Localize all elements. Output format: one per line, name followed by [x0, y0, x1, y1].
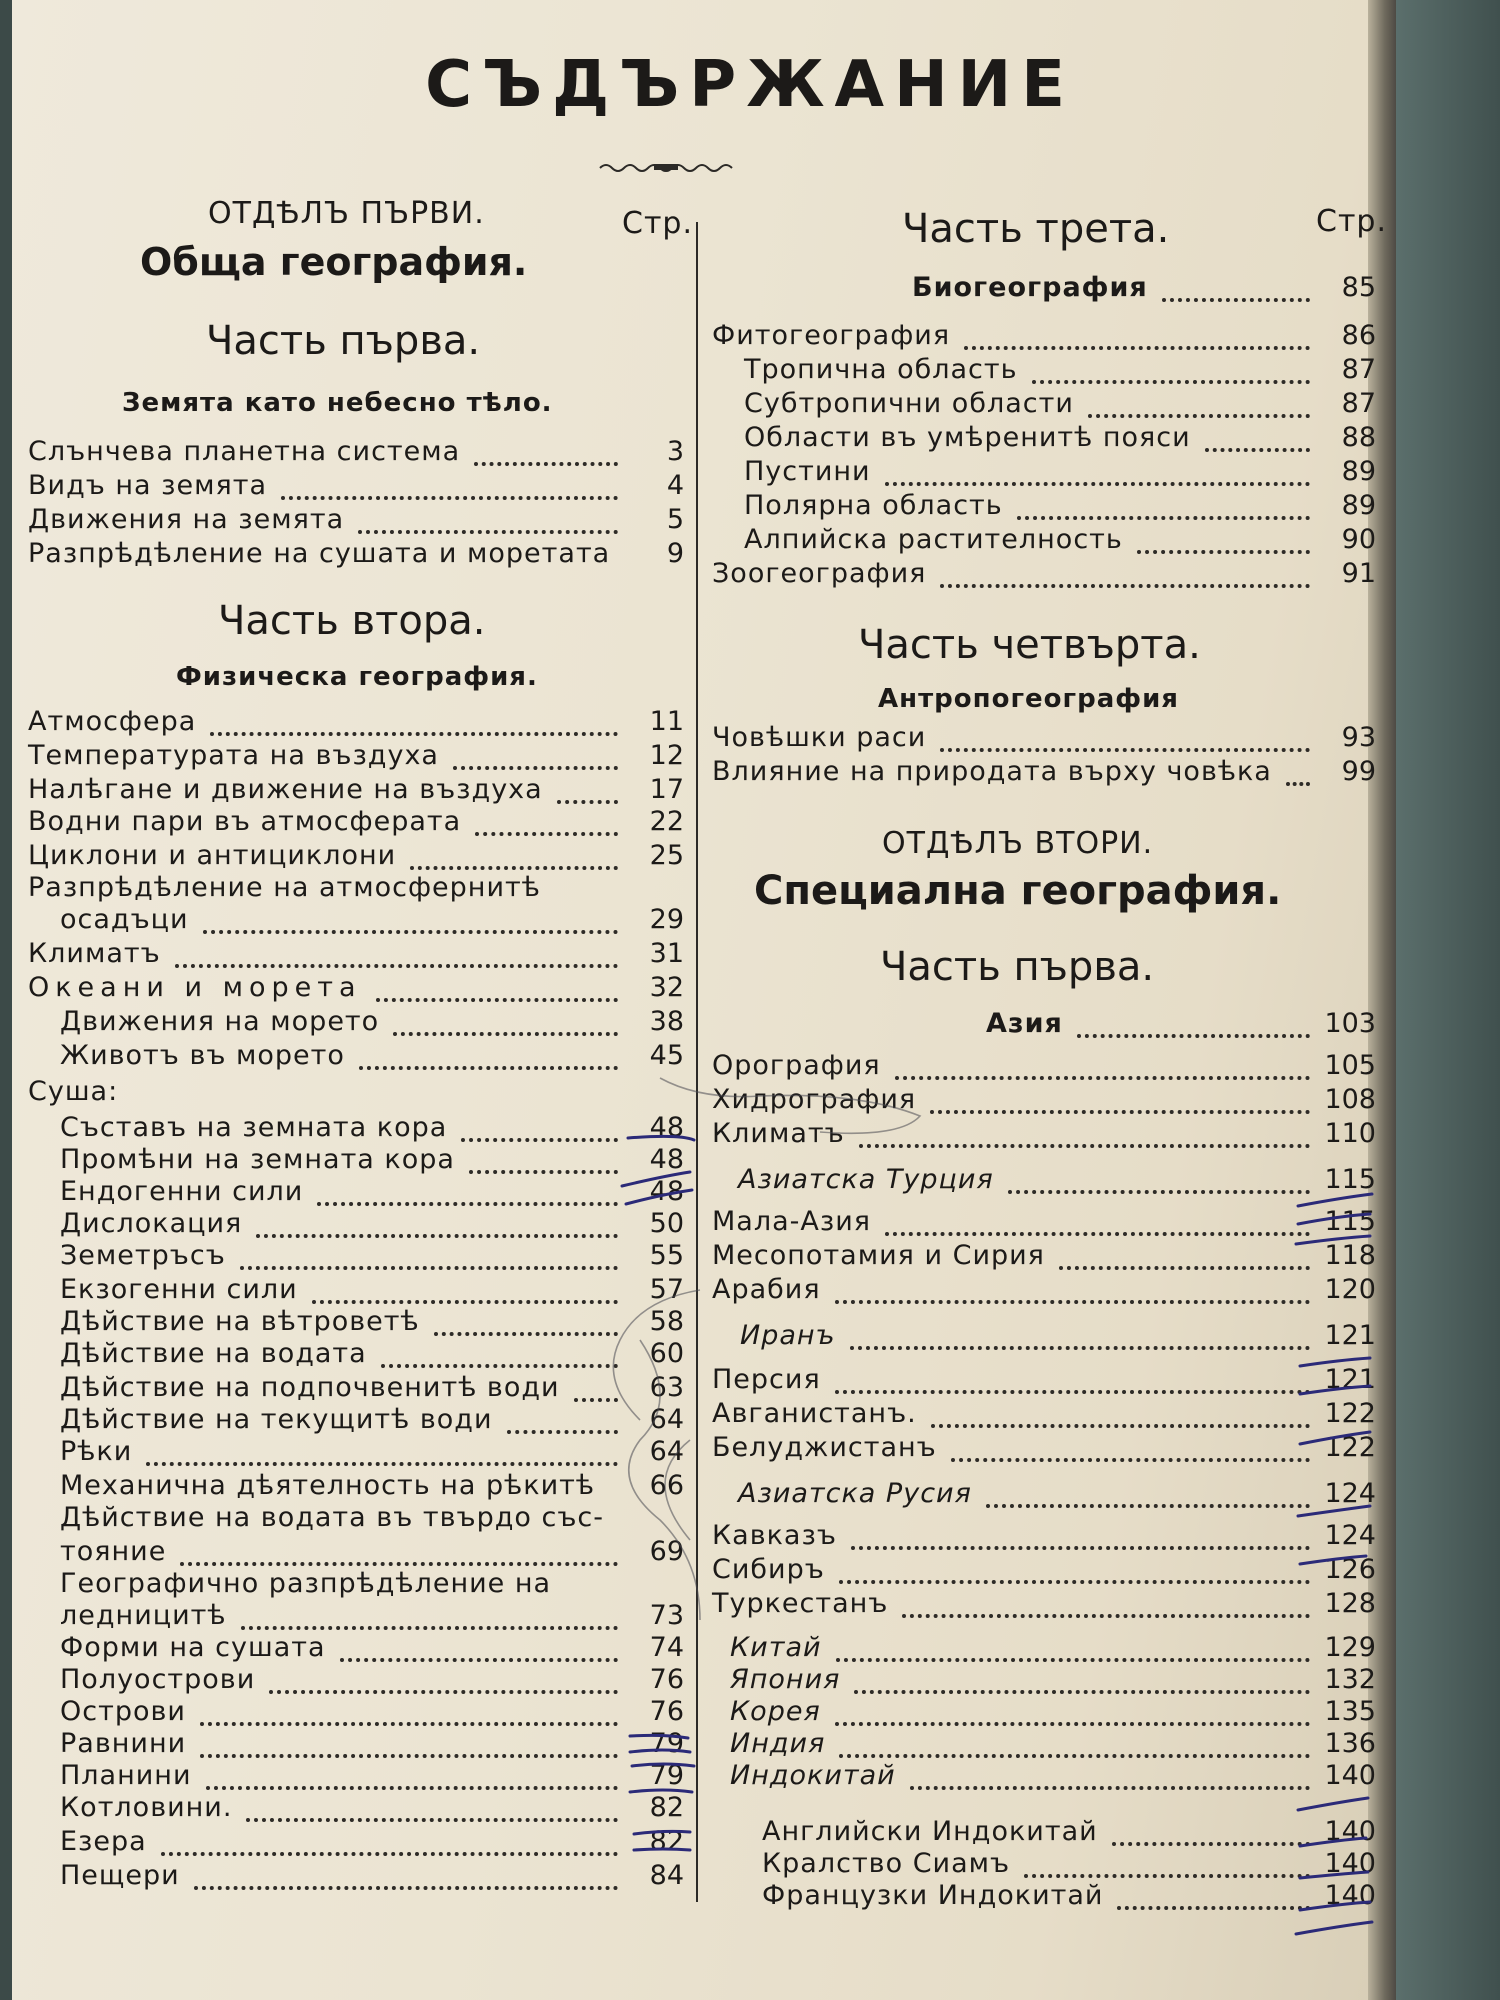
toc-entry-page: 82 — [649, 1826, 684, 1857]
toc-entry-page: 85 — [1341, 272, 1376, 303]
toc-entry-page: 84 — [649, 1860, 684, 1891]
toc-entry-page: 50 — [649, 1208, 684, 1239]
toc-entry-page: 122 — [1324, 1398, 1376, 1429]
toc-entry-page: 86 — [1341, 320, 1376, 351]
toc-entry-title: Видъ на земята — [28, 470, 268, 501]
right-part1-heading: Часть първа. — [880, 944, 1155, 990]
toc-entry-title: Азиатска Русия — [738, 1478, 972, 1509]
toc-entry-title: Атмосфера — [28, 706, 197, 737]
toc-entry-page: 76 — [649, 1664, 684, 1695]
toc-entry-page: 87 — [1341, 388, 1376, 419]
toc-entry-title: Животъ въ морето — [60, 1040, 345, 1071]
toc-entry-title: Французки Индокитай — [762, 1880, 1104, 1911]
toc-entry-title: Английски Индокитай — [762, 1816, 1098, 1847]
toc-entry-page: 140 — [1324, 1760, 1376, 1791]
toc-entry-page: 103 — [1324, 1008, 1376, 1039]
toc-entry-title: Иранъ — [740, 1320, 836, 1351]
toc-entry-title: Дислокация — [60, 1208, 243, 1239]
toc-entry-title: Субтропични области — [744, 388, 1074, 419]
toc-entry-page: 87 — [1341, 354, 1376, 385]
right-otdel-title: Специална география. — [754, 868, 1282, 914]
toc-entry-title: тояние — [60, 1536, 167, 1567]
toc-entry-title: Екзогенни сили — [60, 1274, 298, 1305]
left-otdel-heading: ОТДѢЛЪ ПЪРВИ. — [208, 196, 485, 231]
toc-entry-title: Налѣгане и движение на въздуха — [28, 774, 543, 805]
toc-entry-page: 124 — [1324, 1520, 1376, 1551]
toc-entry-title: Полуострови — [60, 1664, 256, 1695]
toc-entry-page: 5 — [666, 504, 684, 535]
toc-entry-page: 3 — [666, 436, 684, 467]
toc-entry-page: 93 — [1341, 722, 1376, 753]
toc-entry-page: 122 — [1324, 1432, 1376, 1463]
toc-entry-title: Месопотамия и Сирия — [712, 1240, 1045, 1271]
toc-entry-title: Ендогенни сили — [60, 1176, 304, 1207]
toc-entry-title: Човѣшки раси — [712, 722, 927, 753]
toc-entry-page: 90 — [1341, 524, 1376, 555]
toc-entry-page: 79 — [649, 1760, 684, 1791]
toc-entry-page: 110 — [1324, 1118, 1376, 1149]
toc-entry-title: Япония — [730, 1664, 841, 1695]
toc-entry-page: 79 — [649, 1728, 684, 1759]
toc-entry-title: Климатъ — [28, 938, 161, 969]
toc-entry-page: 17 — [649, 774, 684, 805]
toc-entry-title: ледницитѣ — [60, 1600, 227, 1631]
toc-entry-title: Промѣни на земната кора — [60, 1144, 455, 1175]
toc-entry-page: 82 — [649, 1792, 684, 1823]
toc-entry-title: Суша: — [28, 1076, 119, 1107]
toc-entry-title: Китай — [730, 1632, 822, 1663]
toc-entry-page: 121 — [1324, 1364, 1376, 1395]
toc-entry-page: 38 — [649, 1006, 684, 1037]
toc-entry-page: 128 — [1324, 1588, 1376, 1619]
toc-entry-page: 76 — [649, 1696, 684, 1727]
toc-entry-title: Съставъ на земната кора — [60, 1112, 448, 1143]
toc-entry-page: 9 — [666, 538, 684, 569]
toc-entry-page: 89 — [1341, 490, 1376, 521]
toc-entry-title: Форми на сушата — [60, 1632, 326, 1663]
toc-entry-page: 22 — [649, 806, 684, 837]
toc-entry-page: 64 — [649, 1436, 684, 1467]
toc-entry-title: Фитогеография — [712, 320, 951, 351]
toc-entry-page: 32 — [649, 972, 684, 1003]
toc-entry-title: Пещери — [60, 1860, 180, 1891]
toc-entry-page: 88 — [1341, 422, 1376, 453]
toc-entry-page: 105 — [1324, 1050, 1376, 1081]
toc-entry-title: Котловини. — [60, 1792, 233, 1823]
left-part1-heading: Часть първа. — [206, 318, 481, 364]
toc-entry-page: 108 — [1324, 1084, 1376, 1115]
toc-entry-page: 69 — [649, 1536, 684, 1567]
toc-entry-page: 12 — [649, 740, 684, 771]
toc-entry-page: 73 — [649, 1600, 684, 1631]
toc-entry-title: осадъци — [60, 904, 189, 935]
toc-entry-page: 132 — [1324, 1664, 1376, 1695]
toc-entry-page: 4 — [666, 470, 684, 501]
toc-entry-title: Дѣйствие на подпочвенитѣ води — [60, 1372, 560, 1403]
toc-entry-title: Слънчева планетна система — [28, 436, 461, 467]
toc-entry-title: Алпийска растителность — [744, 524, 1123, 555]
left-page-column-label: Стр. — [622, 206, 694, 241]
toc-entry-title: Корея — [730, 1696, 821, 1727]
toc-entry-title: Движения на морето — [60, 1006, 380, 1037]
toc-entry-page: 11 — [649, 706, 684, 737]
toc-entry-title: Индокитай — [730, 1760, 896, 1791]
toc-entry-page: 63 — [649, 1372, 684, 1403]
toc-entry-page: 124 — [1324, 1478, 1376, 1509]
toc-entry-title: Движения на земята — [28, 504, 345, 535]
toc-entry-title: Географично разпрѣдѣление на — [60, 1568, 552, 1599]
toc-entry-title: Мала-Азия — [712, 1206, 872, 1237]
toc-entry-page: 57 — [649, 1274, 684, 1305]
toc-entry-page: 64 — [649, 1404, 684, 1435]
toc-entry-title: Температурата на въздуха — [28, 740, 439, 771]
toc-entry-title: Климатъ — [712, 1118, 845, 1149]
toc-entry-title: Дѣйствие на вѣтроветѣ — [60, 1306, 420, 1337]
toc-entry-title: Тропична область — [744, 354, 1018, 385]
toc-entry-page: 140 — [1324, 1880, 1376, 1911]
left-otdel-title: Обща география. — [140, 240, 528, 284]
toc-entry-page: 66 — [649, 1470, 684, 1501]
toc-entry-title: Персия — [712, 1364, 821, 1395]
toc-entry-title: Равнини — [60, 1728, 187, 1759]
toc-entry-title: Разпрѣдѣление на атмосфернитѣ — [28, 872, 541, 903]
right-part4-subheading: Антропогеография — [878, 684, 1179, 714]
toc-entry-title: Зоогеография — [712, 558, 927, 589]
toc-entry-page: 48 — [649, 1176, 684, 1207]
toc-entry-page: 115 — [1324, 1206, 1376, 1237]
toc-entry-page: 25 — [649, 840, 684, 871]
toc-entry-page: 55 — [649, 1240, 684, 1271]
toc-entry-title: Белуджистанъ — [712, 1432, 937, 1463]
toc-entry-title: Хидрография — [712, 1084, 917, 1115]
toc-entry-title: Циклони и антициклони — [28, 840, 397, 871]
toc-entry-page: 121 — [1324, 1320, 1376, 1351]
toc-entry-page: 74 — [649, 1632, 684, 1663]
toc-entry-page: 136 — [1324, 1728, 1376, 1759]
toc-entry-title: Водни пари въ атмосферата — [28, 806, 462, 837]
toc-entry-title: Механична дѣятелность на рѣкитѣ — [60, 1470, 596, 1501]
toc-entry-page: 58 — [649, 1306, 684, 1337]
toc-entry-page: 115 — [1324, 1164, 1376, 1195]
toc-entry-title: Пустини — [744, 456, 871, 487]
left-part1-subheading: Земята като небесно тѣло. — [122, 388, 553, 418]
toc-entry-title: Дѣйствие на водата въ твърдо със- — [60, 1502, 604, 1533]
toc-entry-page: 120 — [1324, 1274, 1376, 1305]
toc-entry-title: Арабия — [712, 1274, 821, 1305]
toc-entry-title: Кралство Сиамъ — [762, 1848, 1011, 1879]
page-title: СЪДЪРЖАНИЕ — [425, 48, 1075, 122]
toc-entry-page: 31 — [649, 938, 684, 969]
toc-entry-title: Азиатска Турция — [738, 1164, 994, 1195]
right-part3-heading: Часть трета. — [902, 206, 1170, 252]
toc-entry-title: Азия — [986, 1008, 1063, 1039]
toc-entry-title: Сибиръ — [712, 1554, 825, 1585]
toc-entry-title: Дѣйствие на текущитѣ води — [60, 1404, 493, 1435]
toc-entry-page: 140 — [1324, 1816, 1376, 1847]
toc-entry-page: 89 — [1341, 456, 1376, 487]
toc-entry-page: 48 — [649, 1112, 684, 1143]
toc-entry-title: Океани и морета — [28, 972, 362, 1003]
toc-entry-page: 135 — [1324, 1696, 1376, 1727]
toc-entry-title: Планини — [60, 1760, 192, 1791]
left-part2-subheading: Физическа география. — [176, 662, 538, 692]
toc-entry-page: 140 — [1324, 1848, 1376, 1879]
toc-entry-page: 48 — [649, 1144, 684, 1175]
toc-entry-title: Авганистанъ. — [712, 1398, 917, 1429]
toc-entry-title: Полярна область — [744, 490, 1003, 521]
toc-entry-title: Острови — [60, 1696, 186, 1727]
toc-entry-page: 60 — [649, 1338, 684, 1369]
left-part2-heading: Часть втора. — [218, 598, 486, 644]
toc-entry-page: 91 — [1341, 558, 1376, 589]
toc-entry-title: Земетръсъ — [60, 1240, 226, 1271]
toc-entry-title: Кавказъ — [712, 1520, 837, 1551]
toc-entry-page: 45 — [649, 1040, 684, 1071]
toc-entry-title: Дѣйствие на водата — [60, 1338, 367, 1369]
toc-entry-page: 129 — [1324, 1632, 1376, 1663]
toc-entry-title: Индия — [730, 1728, 826, 1759]
toc-entry-title: Рѣки — [60, 1436, 133, 1467]
toc-entry-title: Туркестанъ — [712, 1588, 889, 1619]
toc-entry-title: Биогеография — [912, 272, 1148, 303]
toc-entry-page: 99 — [1341, 756, 1376, 787]
toc-entry-title: Орография — [712, 1050, 881, 1081]
toc-entry-page: 29 — [649, 904, 684, 935]
toc-entry-page: 126 — [1324, 1554, 1376, 1585]
right-part4-heading: Часть четвърта. — [858, 622, 1201, 668]
toc-entry-title: Езера — [60, 1826, 147, 1857]
right-page-column-label: Стр. — [1316, 204, 1388, 239]
toc-entry-page: 118 — [1324, 1240, 1376, 1271]
right-otdel-heading: ОТДѢЛЪ ВТОРИ. — [882, 826, 1154, 861]
toc-entry-title: Влияние на природата върху човѣка — [712, 756, 1272, 787]
toc-entry-title: Области въ умѣренитѣ пояси — [744, 422, 1191, 453]
toc-entry-title: Разпрѣдѣление на сушата и моретата — [28, 538, 611, 569]
